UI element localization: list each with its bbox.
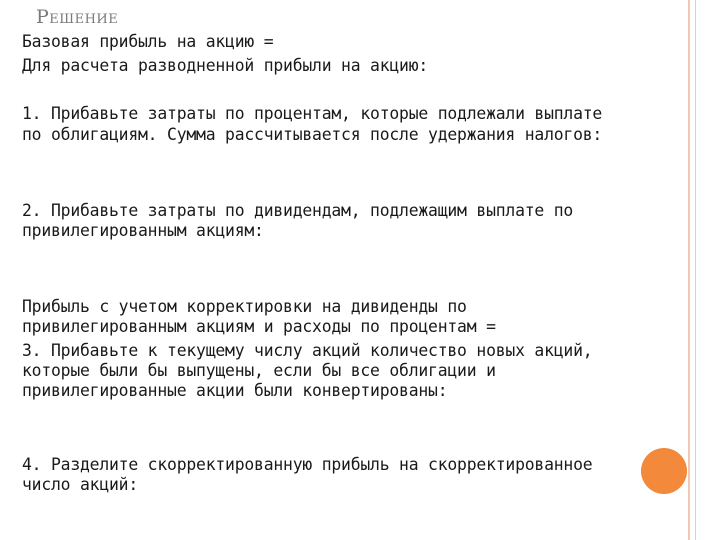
step-4-line-2: число акций: <box>22 475 139 494</box>
step-3-line-1: 3. Прибавьте к текущему числу акций количество новых акций, <box>22 341 593 360</box>
step-2-line-2: привилегированным акциям: <box>22 221 264 240</box>
basic-eps-line: Базовая прибыль на акцию = <box>22 32 274 51</box>
step-1-line-1: 1. Прибавьте затраты по процентам, которые подлежали выплате <box>22 104 603 123</box>
adjusted-profit-line-2: привилегированным акциям и расходы по процентам = <box>22 317 496 336</box>
step-1-line-2: по облигациям. Сумма рассчитывается после удержания налогов: <box>22 125 603 144</box>
slide-title: Решение <box>36 6 119 28</box>
slide-frame-line-thin <box>695 0 696 540</box>
step-3-line-3: привилегированные акции были конвертированы: <box>22 381 448 400</box>
decorative-orange-circle <box>641 448 687 494</box>
step-2-line-1: 2. Прибавьте затраты по дивидендам, подлежащим выплате по <box>22 201 574 220</box>
diluted-eps-intro: Для расчета разводненной прибыли на акцию: <box>22 56 429 75</box>
step-4-line-1: 4. Разделите скорректированную прибыль на скорректированное <box>22 455 593 474</box>
step-3-line-2: которые были бы выпущены, если бы все облигации и <box>22 361 496 380</box>
adjusted-profit-line-1: Прибыль с учетом корректировки на дивиденды по <box>22 297 467 316</box>
slide-frame-line <box>688 0 690 540</box>
